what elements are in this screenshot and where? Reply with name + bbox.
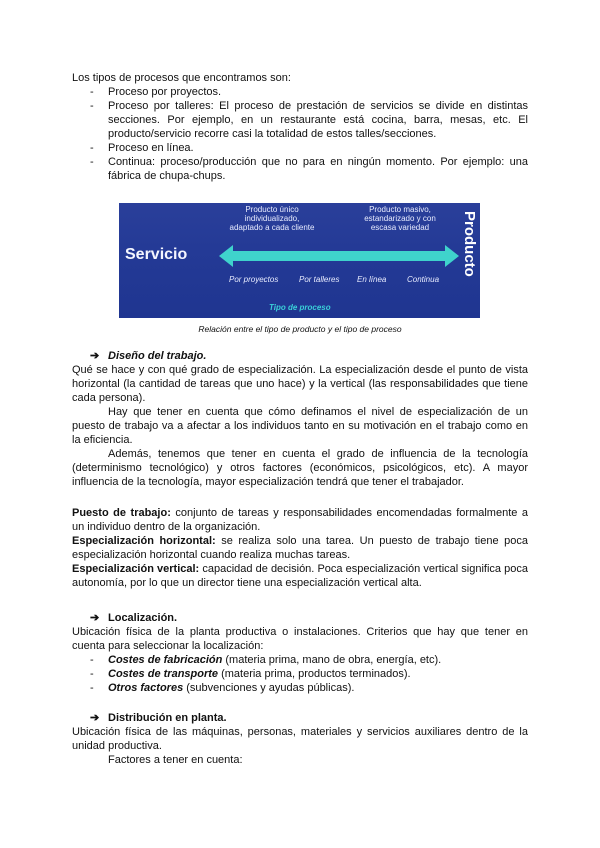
intro-text: Los tipos de procesos que encontramos son:	[72, 72, 291, 84]
type-label: Por proyectos	[229, 275, 279, 284]
type-label: En línea	[357, 275, 387, 284]
product-label: Producto	[461, 211, 478, 277]
right-description: Producto masivo, estandarizado y con escasa variedad	[364, 205, 436, 232]
list-item: - Costes de transporte (materia prima, productos terminados).	[90, 668, 411, 680]
list-item: - Proceso por proyectos.	[90, 86, 222, 98]
process-product-figure	[119, 203, 480, 318]
list-item: - Proceso en línea.	[90, 142, 194, 154]
diseno-section	[72, 349, 528, 489]
axis-label: Tipo de proceso	[269, 303, 331, 312]
paragraph: Qué se hace y con qué grado de especialización. La especialización desde el punto de vista horizontal (la cantidad de tareas que uno hace) y la vertical (las responsabilidades que tiene cada persona).	[72, 364, 528, 404]
definition: Especialización vertical: capacidad de decisión. Poca especialización vertical significa poca autonomía, por lo que un director tiene una especialización vertical alta.	[72, 563, 529, 589]
paragraph: Factores a tener en cuenta:	[108, 754, 243, 766]
process-types-section	[72, 71, 528, 183]
list-item: - Proceso por talleres: El proceso de prestación de servicios se divide en distintas secciones. Por ejemplo, en un restaurante está cocina, barra, mesas, etc. El producto/servicio recorre casi la totalidad de estos talles/secciones.	[90, 100, 528, 140]
distribucion-section	[72, 711, 528, 767]
section-heading: ➔ Localización.	[90, 612, 178, 624]
paragraph: Ubicación física de la planta productiva o instalaciones. Criterios que hay que tener en cuenta para seleccionar la localización:	[72, 626, 528, 652]
list-item: - Costes de fabricación (materia prima, mano de obra, energía, etc).	[90, 654, 442, 666]
definitions-section	[72, 506, 528, 590]
definition: Puesto de trabajo: conjunto de tareas y responsabilidades encomendadas formalmente a un individuo dentro de la organización.	[72, 507, 528, 533]
definition: Especialización horizontal: se realiza solo una tarea. Un puesto de trabajo tiene poca especialización horizontal cuando realiza muchas tareas.	[72, 535, 528, 561]
section-heading: ➔ Diseño del trabajo.	[90, 350, 207, 362]
localizacion-section	[72, 611, 528, 695]
figure-caption: Relación entre el tipo de producto y el tipo de proceso	[198, 324, 402, 334]
list-item: - Continua: proceso/producción que no para en ningún momento. Por ejemplo: una fábrica de chupa-chups.	[90, 156, 528, 182]
type-label: Continua	[407, 275, 440, 284]
criteria-list	[72, 653, 528, 695]
process-list	[72, 85, 528, 183]
type-label: Por talleres	[299, 275, 340, 284]
paragraph: Hay que tener en cuenta que cómo definamos el nivel de especialización de un puesto de trabajo va a afectar a los individuos tanto en su motivación en el trabajo como en la eficiencia.	[72, 406, 528, 446]
service-label: Servicio	[125, 246, 188, 263]
paragraph: Ubicación física de las máquinas, personas, materiales y servicios auxiliares dentro de la unidad productiva.	[72, 726, 528, 752]
section-heading: ➔ Distribución en planta.	[90, 712, 227, 724]
double-arrow-icon	[219, 245, 459, 267]
paragraph: Además, tenemos que tener en cuenta el grado de influencia de la tecnología (determinismo tecnológico) y otros factores (económicos, psicológicos, etc). A mayor influencia de la tecnología, mayor especialización tendrá que tener el trabajador.	[72, 448, 528, 488]
list-item: - Otros factores (subvenciones y ayudas públicas).	[90, 682, 355, 694]
left-description: Producto único individualizado, adaptado a cada cliente	[229, 205, 315, 232]
